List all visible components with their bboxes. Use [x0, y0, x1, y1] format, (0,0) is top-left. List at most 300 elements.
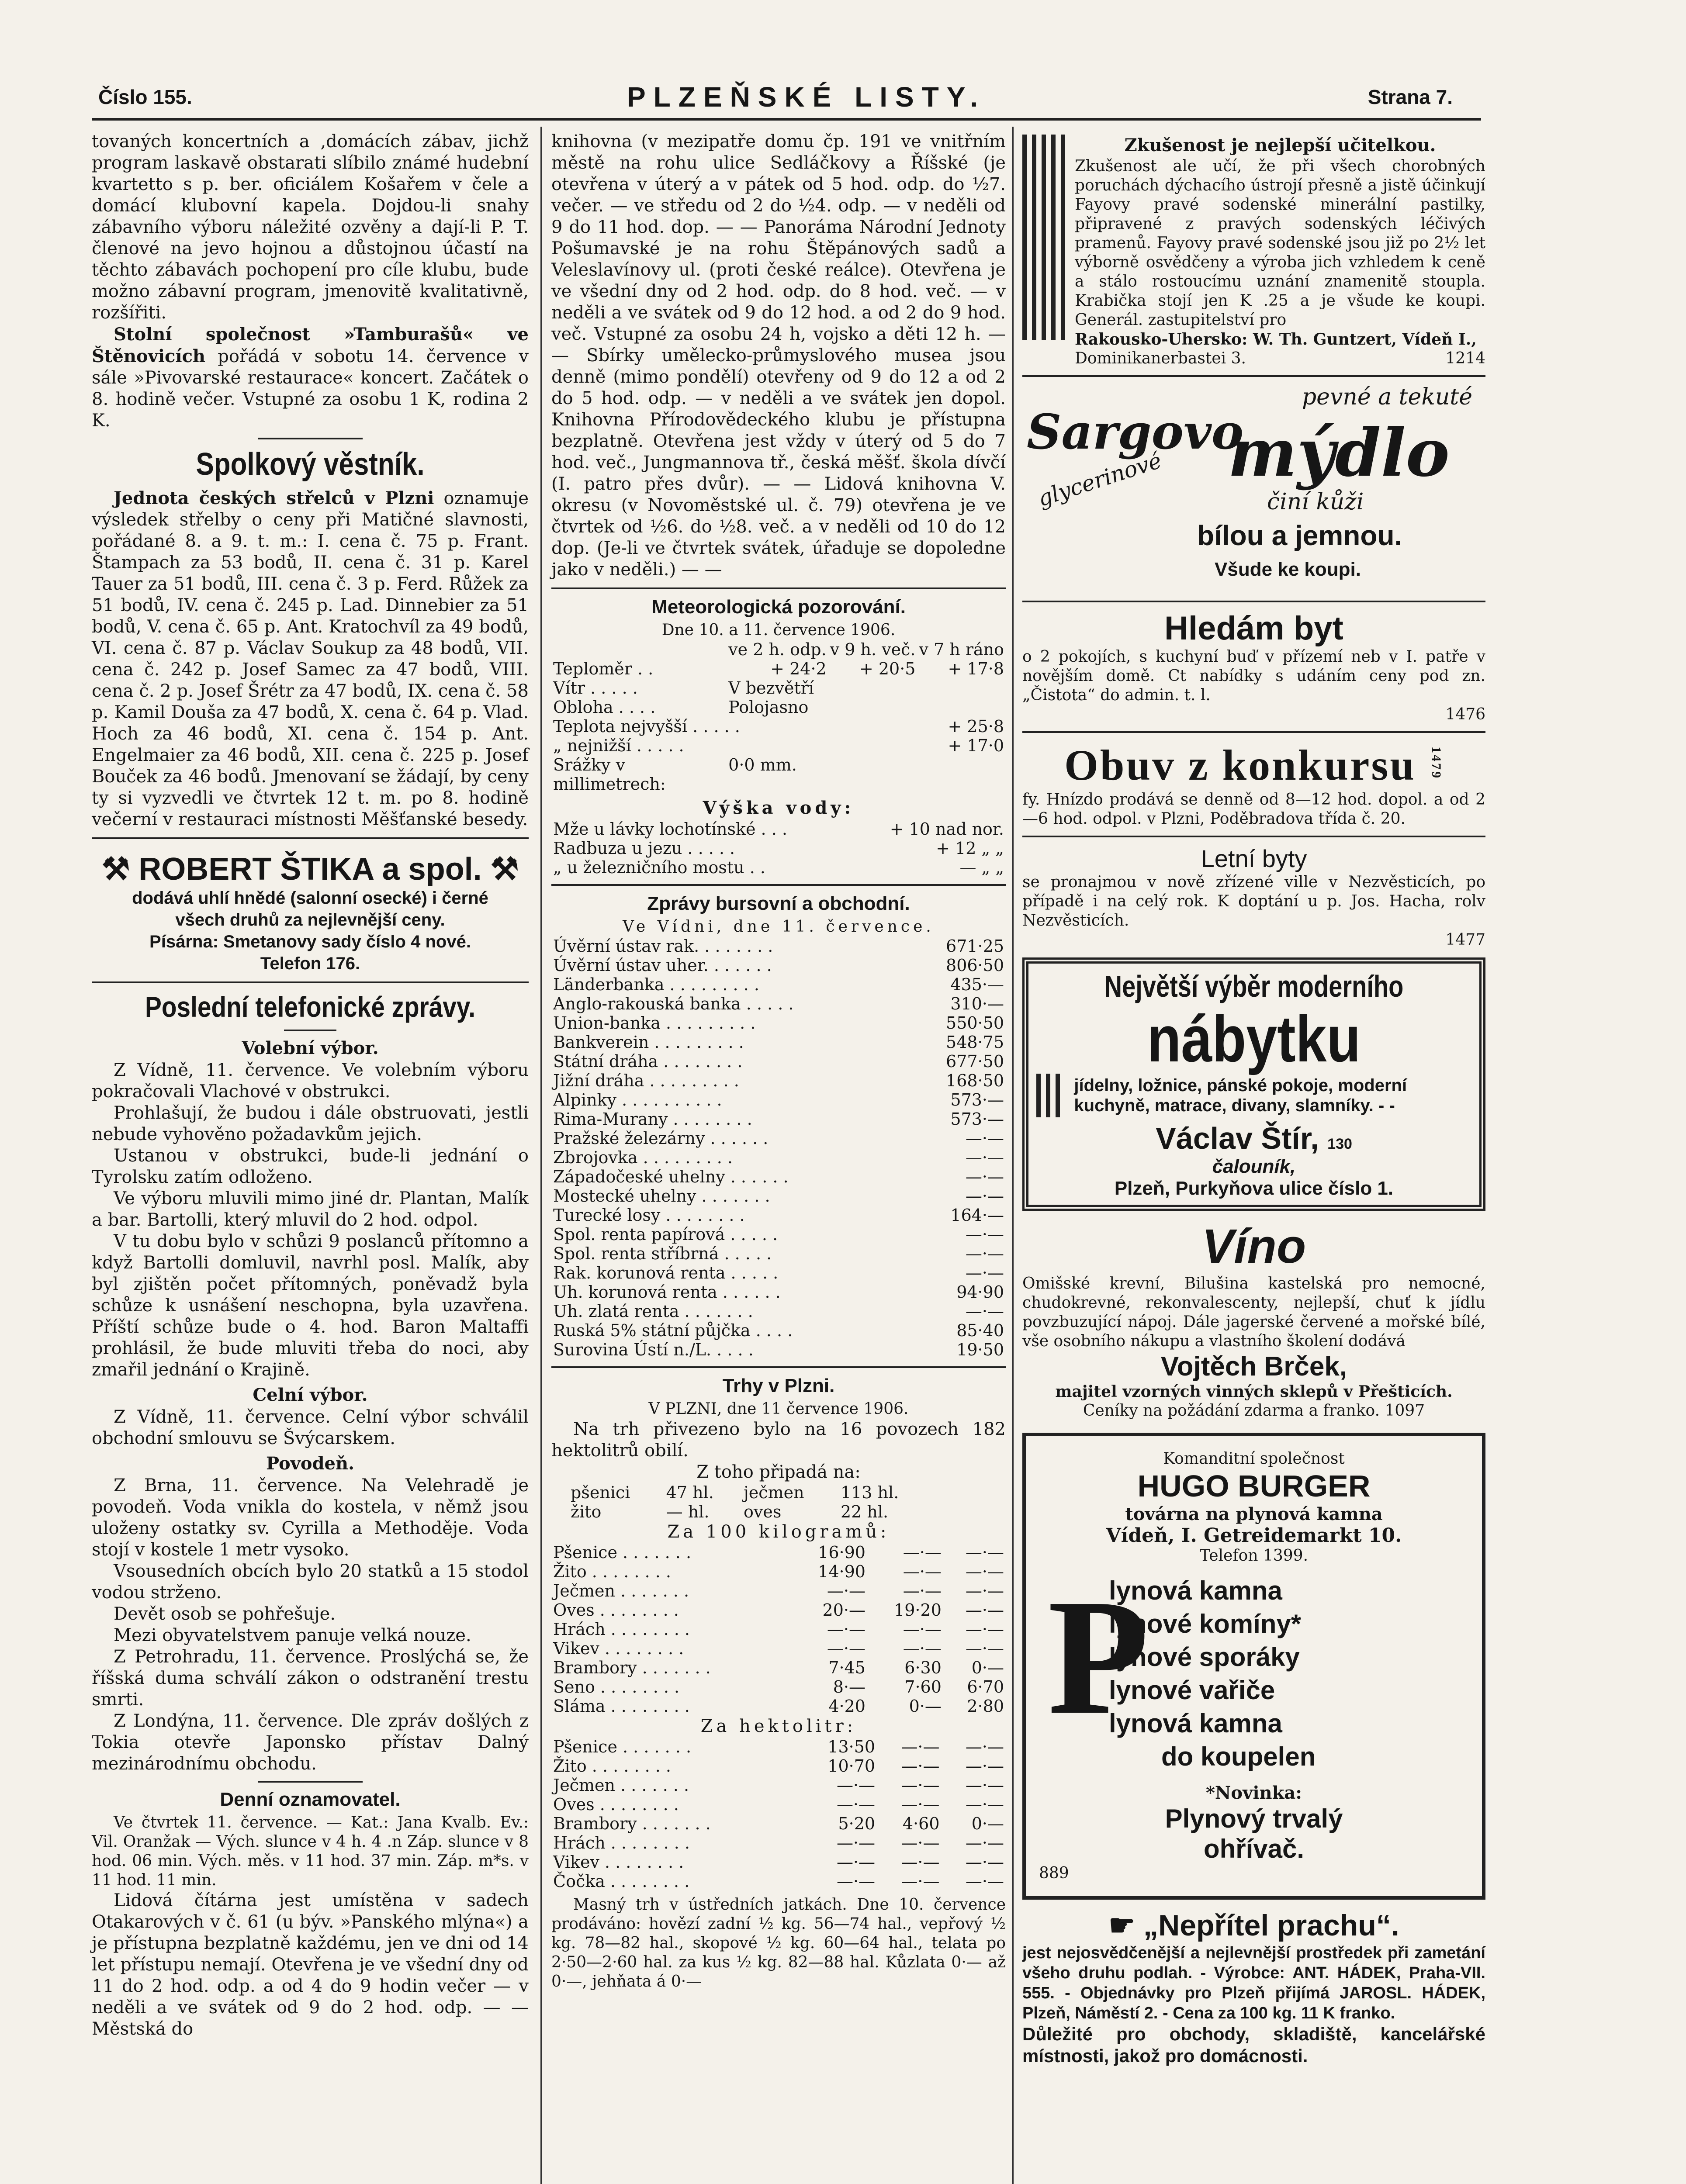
separator	[1022, 731, 1485, 733]
hb-name: HUGO BURGER	[1137, 1469, 1371, 1503]
table-cell: 550·50	[946, 1013, 1004, 1033]
table-cell: —·—	[965, 1581, 1004, 1600]
table-cell: —·—	[965, 1872, 1004, 1891]
table-row	[551, 1852, 1006, 1872]
club-intro-text: tovaných koncertních a ,domácích zábav, jichž program laskavě obstarati slíbilo známé hudební kvartetto s p. ber. oficiálem Košařem v čele a domácí klubovní kapela. Dojdou-li snahy zábavního výboru náležité ozvěny a dají-li P. T. členové na jevo hojnou a důstojnou účastí na těchto zábavách pochopení pro cíle klubu, bude možno zábavní program, jmenovitě kvalitativně, rozšířiti.	[92, 131, 529, 323]
table-cell: 7·45	[828, 1658, 866, 1677]
table-cell: —·—	[965, 1737, 1004, 1756]
table-cell: V bezvětří	[728, 678, 814, 698]
table-row	[551, 858, 1006, 877]
table-cell: —·—	[827, 1639, 866, 1658]
stolni-lead: Stolní společnost »Tamburašů« ve Štěnovicích	[92, 324, 529, 366]
table-cell: 4·20	[828, 1697, 866, 1716]
table-cell: Vikev . . . . . . . .	[553, 1639, 684, 1658]
table-cell: Mostecké uhelny . . . . . . .	[553, 1186, 770, 1206]
table-cell: —·—	[836, 1872, 876, 1891]
table-cell: Turecké losy . . . . . . . .	[553, 1206, 745, 1225]
table-cell: Teploměr . .	[553, 659, 654, 678]
table-row	[551, 717, 1006, 736]
sarg-bilou: bílou a jemnou.	[1197, 520, 1402, 551]
table-cell: —·—	[965, 1148, 1004, 1167]
table-cell: 671·25	[946, 936, 1004, 956]
nabytek-name-text: Václav Štír,	[1156, 1121, 1319, 1155]
ad-number: 1477	[1445, 931, 1485, 949]
table-row	[551, 1167, 1006, 1186]
table-row	[551, 755, 1006, 794]
povoden-heading: Povodeň.	[266, 1453, 355, 1474]
ad-number: 1214	[1445, 349, 1485, 367]
table-cell: Jižní dráha . . . . . . . . .	[553, 1071, 739, 1090]
meteo-heading: Meteorologická pozorování.	[651, 596, 906, 618]
separator	[1022, 836, 1485, 837]
table-cell: 0·—	[909, 1697, 942, 1716]
fay-address-text: Dominikanerbastei 3.	[1075, 349, 1246, 367]
sarg-top-text: pevné a tekuté	[1302, 384, 1472, 410]
table-cell: —·—	[836, 1795, 876, 1814]
separator	[92, 837, 529, 839]
zahl-table	[551, 1737, 1006, 1891]
table-cell: —·—	[965, 1543, 1004, 1562]
nabytek-addr: Plzeň, Purkyňova ulice číslo 1.	[1114, 1178, 1394, 1199]
denni-oznamovatel-heading: Denní oznamovatel.	[220, 1789, 401, 1810]
separator	[551, 884, 1006, 886]
table-cell: + 25·8	[948, 717, 1004, 736]
column-divider-2	[1012, 127, 1014, 2184]
hb-big-letter: P	[1048, 1565, 1149, 1749]
table-cell: 6·30	[904, 1658, 942, 1677]
separator	[551, 1366, 1006, 1368]
table-cell: — hl.	[666, 1502, 710, 1521]
obuv-heading-text: Obuv z konkursu	[1064, 741, 1416, 789]
table-cell: Oves . . . . . . . .	[553, 1600, 679, 1620]
page-header	[98, 81, 1453, 116]
table-cell: Zbrojovka . . . . . . . . .	[553, 1148, 733, 1167]
water-level-heading: Výška vody:	[703, 798, 855, 818]
table-row	[551, 736, 1006, 755]
bursovni-heading: Zprávy bursovní a obchodní.	[647, 893, 910, 914]
table-cell: Seno . . . . . . . .	[553, 1677, 680, 1697]
vino-ad	[1022, 1219, 1485, 1425]
table-cell: 13·50	[827, 1737, 876, 1756]
nepritel-heading	[1022, 1908, 1485, 1943]
news-paragraph: Z Vídně, 11. července. Celní výbor schválil obchodní smlouvu se Švýcarskem.	[92, 1407, 529, 1448]
table-row	[551, 1225, 1006, 1244]
table-row	[551, 1737, 1006, 1756]
fay-body: Zkušenost ale učí, že při všech chorobných poruchách dýchacího ústrojí přesně a jistě účinkují Fayovy pravé sodenské minerální pastilky, připravené z pravých sodenských léčivých pramenů. Fayovy pravé sodenské jsou již po 2½ let výborně osvědčeny a výroba jich vzhledem k ceně a stálo rostoucímu uznání znamenitě stoupla. Krabička stojí jen K .25 a je všude ke koupi. Generál. zastupitelství pro	[1075, 157, 1485, 329]
hb-ohrivac: ohřívač.	[1203, 1834, 1305, 1863]
decorative-bars-icon	[1022, 135, 1066, 340]
sarg-soap-ad	[1022, 384, 1485, 594]
table-cell: 435·—	[950, 975, 1004, 994]
news-paragraph: Mezi obyvatelstvem panuje velká nouze.	[114, 1625, 471, 1645]
hb-kamna-list	[1039, 1565, 1469, 1773]
table-cell: Union-banka . . . . . . . . .	[553, 1013, 756, 1033]
table-cell: 677·50	[946, 1052, 1004, 1071]
sarg-brand: Sargovo	[1027, 404, 1244, 460]
news-paragraph: Ve výboru mluvili mimo jiné dr. Plantan, Malík a bar. Bartolli, který mluvil do 2 hod. odpol.	[92, 1189, 529, 1230]
table-cell: Mže u lávky lochotínské . . .	[553, 819, 787, 839]
table-row	[551, 1872, 1006, 1891]
table-row	[551, 1302, 1006, 1321]
table-cell: —·—	[836, 1776, 876, 1795]
fay-ad	[1022, 135, 1485, 368]
stika-ad-line4: Telefon 176.	[260, 954, 360, 973]
news-paragraph: Prohlašují, že budou i dále obstruovati, jestli nebude vyhověno požadavkům jejich.	[92, 1103, 529, 1144]
table-cell: —·—	[965, 1562, 1004, 1581]
hb-addr: Vídeň, I. Getreidemarkt 10.	[1106, 1524, 1402, 1547]
table-cell: Úvěrní ústav uher. . . . . . .	[553, 956, 772, 975]
table-cell: 85·40	[956, 1321, 1004, 1340]
table-cell: 4·60	[902, 1814, 940, 1833]
ad-number: 130	[1327, 1136, 1352, 1152]
letni-byty-heading: Letní byty	[1201, 845, 1307, 872]
separator	[92, 981, 529, 983]
bursovni-table	[551, 936, 1006, 1359]
table-cell: „ nejnižší . . . . .	[553, 736, 684, 755]
table-row	[551, 975, 1006, 994]
celni-vybor-heading: Celní výbor.	[253, 1385, 368, 1405]
table-cell: —·—	[903, 1620, 942, 1639]
stika-ad-line3: Písárna: Smetanovy sady číslo 4 nové.	[149, 932, 471, 951]
table-cell: Západočeské uhelny . . . . . .	[553, 1167, 789, 1186]
table-row	[551, 1033, 1006, 1052]
nabytek-prof: čalouník,	[1212, 1156, 1296, 1177]
table-cell: 573·—	[950, 1090, 1004, 1109]
table-cell: Rak. korunová renta . . . . .	[553, 1263, 779, 1282]
table-cell: —·—	[901, 1872, 940, 1891]
table-cell: Pšenice . . . . . . .	[553, 1543, 692, 1562]
table-cell: v 9 h. več.	[830, 640, 916, 659]
table-cell: —·—	[903, 1562, 942, 1581]
ad-number: 1097	[1385, 1402, 1425, 1420]
hb-koupel: do koupelen	[1161, 1742, 1316, 1771]
hledam-byt-body: o 2 pokojích, s kuchyní buď v přízemí neb v I. patře v novějším domě. Ct nabídky s udáním ceny pod zn. „Čistota“ do admin. t. l.	[1022, 648, 1485, 704]
jednota-body: oznamuje výsledek střelby o ceny při Matičné slavnosti, pořádané 8. a 9. t. m.: I. cena č. 75 p. Frant. Štampach za 53 bodů, II. cena č. 31 p. Karel Tauer za 51 bodů, III. cena č. 3 p. Ferd. Růžek za 51 bodů, IV. cena č. 245 p. Lad. Dinnebier za 51 bodů, V. cena č. 65 p. Ant. Kratochvíl za 49 bodů, VI. cena č. 87 p. Václav Soukup za 48 bodů, VII. cena č. 242 p. Josef Samec za 47 bodů, VIII. cena č. 2 p. Josef Šrétr za 47 bodů, IX. cena č. 58 p. Kamil Douša za 47 bodů, X. cena č. 64 p. Vlad. Hoch za 46 bodů, XI. cena č. 154 p. Ant. Engelmaier za 46 bodů, XII. cena č. 225 p. Josef Bouček za 46 bodů. Jmenovaní se žádají, by ceny ty si vyzvedli ve čtvrtek 12 t. m. po 8. hodině večerní v restauraci místnosti Měšťanské besedy.	[92, 488, 529, 829]
table-cell: —·—	[965, 1639, 1004, 1658]
issue-number: Číslo 155.	[98, 86, 192, 108]
news-paragraph: Devět osob se pohřešuje.	[114, 1604, 336, 1624]
table-cell: 8·—	[833, 1677, 866, 1697]
table-cell: — „ „	[959, 858, 1004, 877]
table-cell: —·—	[903, 1543, 942, 1562]
zahl-heading: Za hektolitr:	[700, 1716, 857, 1736]
table-row	[551, 1186, 1006, 1206]
table-row	[551, 1581, 1006, 1600]
table-cell: pšenici	[571, 1483, 630, 1502]
table-cell: Teplota nejvyšší . . . . .	[553, 717, 740, 736]
table-cell: ve 2 h. odp.	[728, 640, 827, 659]
bursovni-date: Ve Vídni, dne 11. července.	[623, 918, 935, 936]
water-level-table	[551, 819, 1006, 877]
table-cell: Obloha . . . .	[553, 698, 656, 717]
table-cell: 16·90	[818, 1543, 866, 1562]
decorative-bars-icon	[1036, 1074, 1065, 1117]
table-row	[551, 936, 1006, 956]
obuv-heading	[1022, 740, 1485, 790]
table-cell: Ruská 5% státní půjčka . . . .	[553, 1321, 793, 1340]
table-cell: —·—	[901, 1795, 940, 1814]
table-row	[551, 1071, 1006, 1090]
table-cell: „ u železničního mostu . .	[553, 858, 765, 877]
table-cell: Úvěrní ústav rak. . . . . . . .	[553, 936, 773, 956]
hb-kom: Komanditní společnost	[1163, 1450, 1345, 1468]
table-cell: 310·—	[950, 994, 1004, 1013]
table-cell: 19·20	[894, 1600, 942, 1620]
table-row	[551, 1090, 1006, 1109]
nabytek-line3: jídelny, ložnice, pánské pokoje, moderní kuchyně, matrace, divany, slamníky. - -	[1074, 1076, 1407, 1115]
hb-novinka: *Novinka:	[1205, 1783, 1302, 1803]
list-item: lynové komíny*	[1109, 1609, 1302, 1638]
table-cell: Vítr . . . . .	[553, 678, 638, 698]
meteo-date: Dne 10. a 11. července 1906.	[661, 621, 896, 639]
masny-trh-text: Masný trh v ústředních jatkách. Dne 10. července prodáváno: hovězí zadní ½ kg. 56—74 hal., vepřový ½ kg. 78—82 hal., skopové ½ kg. 60—64 hal., telata po 2·50—2·60 hal. za kus ½ kg. 82—88 hal. Kůzlata 0·— až 0·—, jehňata á 0·—	[551, 1896, 1006, 1990]
table-cell: + 24·2	[770, 659, 827, 678]
trhy-heading: Trhy v Plzni.	[722, 1375, 835, 1396]
vino-ceniky	[1022, 1401, 1485, 1420]
list-item: lynová kamna	[1109, 1576, 1282, 1605]
volebni-vybor-heading: Volební výbor.	[242, 1038, 379, 1058]
table-cell: 22 hl.	[840, 1502, 889, 1521]
table-row	[551, 1109, 1006, 1129]
table-cell: Žito . . . . . . . .	[553, 1562, 671, 1581]
table-row	[569, 1502, 932, 1521]
column-2	[551, 131, 1006, 1991]
table-cell: Länderbanka . . . . . . . . .	[553, 975, 759, 994]
stika-ad-line2: všech druhů za nejlevnější ceny.	[175, 910, 445, 930]
nepritel-footer: Důležité pro obchody, skladiště, kancelářské místnosti, jakož pro domácnosti.	[1022, 2024, 1485, 2066]
reading-room-text: Lidová čítárna jest umístěna v sadech Otakarových v č. 61 (u býv. »Panského mlýna«) a je přístupna bezplatně každému, jen ve dni od 14 let přístupu nemají. Otevřena je ve všední dny od 11 do 2 hod. odp. a od 4 do 9 hodin večer — v neděli a ve svátek od 9 do 2 hod. odp. — — Městská do	[92, 1890, 529, 2039]
table-cell: + 17·0	[948, 736, 1004, 755]
trhy-date: V PLZNI, dne 11 července 1906.	[648, 1400, 909, 1418]
table-row	[551, 1658, 1006, 1677]
nepritel-body: jest nejosvědčenější a nejlevnější prostředek při zametání všeho druhu podlah. - Výrobce: ANT. HÁDEK, Praha-VII. 555. - Objednávky pro Plzeň přijímá JAROSL. HÁDEK, Plzeň, Náměstí 2. - Cena za 100 kg. 11 K franko.	[1022, 1944, 1485, 2022]
table-cell: Sláma . . . . . . . .	[553, 1697, 690, 1716]
table-cell: 6·70	[967, 1677, 1004, 1697]
list-item: lynové sporáky	[1109, 1642, 1300, 1672]
table-cell: oves	[744, 1502, 782, 1521]
table-cell: —·—	[965, 1600, 1004, 1620]
letni-byty-body: se pronajmou v nově zřízené ville v Nezvěsticích, po případě i na celý rok. K doptání u p. Jos. Hacha, rolv Nezvěsticích.	[1022, 873, 1485, 930]
table-cell: Bankverein . . . . . . . . .	[553, 1033, 744, 1052]
pripada-heading: Z toho připadá na:	[696, 1462, 861, 1482]
table-cell: Alpinky . . . . . . . . . .	[553, 1090, 722, 1109]
separator	[284, 1030, 336, 1031]
jednota-notice	[92, 487, 529, 830]
table-row	[551, 1543, 1006, 1562]
table-row	[551, 839, 1006, 858]
separator	[1022, 601, 1485, 602]
table-row	[551, 1562, 1006, 1581]
fay-heading: Zkušenost je nejlepší učitelkou.	[1124, 135, 1436, 156]
vino-name: Vojtěch Brček,	[1160, 1351, 1347, 1382]
table-cell: —·—	[965, 1776, 1004, 1795]
table-cell: Brambory . . . . . . .	[553, 1658, 711, 1677]
table-cell: —·—	[965, 1244, 1004, 1263]
hammer-icon: ⚒	[101, 852, 130, 887]
separator	[258, 438, 363, 439]
stika-ad-name	[92, 850, 529, 887]
hugo-burger-ad	[1022, 1433, 1485, 1900]
table-row	[551, 1776, 1006, 1795]
column-3	[1022, 131, 1485, 2067]
nabytek-ad	[1022, 957, 1485, 1211]
list-item: lynová kamna	[1109, 1709, 1282, 1738]
table-cell: 168·50	[946, 1071, 1004, 1090]
table-row	[551, 1833, 1006, 1852]
table-cell: 7·60	[904, 1677, 942, 1697]
header-rule	[92, 118, 1481, 121]
table-cell: 2·80	[967, 1697, 1004, 1716]
news-paragraph: Z Londýna, 11. července. Dle zpráv došlých z Tokia otevře Japonsko přístav Dalný mezinárodnímu obchodu.	[92, 1711, 529, 1774]
table-cell: Brambory . . . . . . .	[553, 1814, 711, 1833]
table-cell: 164·—	[950, 1206, 1004, 1225]
table-row	[551, 1052, 1006, 1071]
table-row	[551, 1639, 1006, 1658]
table-cell: Čočka . . . . . . . .	[553, 1872, 690, 1891]
fay-address	[1075, 349, 1485, 368]
table-row	[551, 1340, 1006, 1359]
table-cell: —·—	[827, 1581, 866, 1600]
table-cell: —·—	[901, 1776, 940, 1795]
table-cell: Uh. korunová renta . . . . . .	[553, 1282, 781, 1302]
table-cell: 47 hl.	[666, 1483, 714, 1502]
hb-tovarna: továrna na plynová kamna	[1125, 1504, 1383, 1524]
table-cell: Surovina Ústí n./L. . . . .	[553, 1340, 754, 1359]
table-row	[551, 1814, 1006, 1833]
news-paragraph: Z Petrohradu, 11. července. Proslýchá se, že říšská duma schválí zákon o odstranění trestu smrti.	[92, 1647, 529, 1710]
news-paragraph: Vsousedních obcích bylo 20 statků a 15 stodol vodou strženo.	[92, 1561, 529, 1603]
table-cell: 14·90	[818, 1562, 866, 1581]
separator	[551, 587, 1006, 589]
masthead-title: PLZEŇSKÉ LISTY.	[627, 81, 986, 113]
column-1	[92, 131, 529, 2040]
table-row	[551, 1206, 1006, 1225]
table-row	[551, 1321, 1006, 1340]
ad-number: 889	[1039, 1864, 1069, 1882]
hb-trvaly: Plynový trvalý	[1165, 1804, 1343, 1833]
table-cell: —·—	[827, 1620, 866, 1639]
nabytek-name	[1036, 1121, 1471, 1156]
vino-title: majitel vzorných vinných sklepů v Přešticích.	[1055, 1382, 1453, 1401]
sarg-vsude: Všude ke koupi.	[1215, 559, 1361, 580]
trhy-intro: Na trh přivezeno bylo na 16 povozech 182 hektolitrů obilí.	[551, 1419, 1006, 1461]
table-row	[551, 1697, 1006, 1716]
table-cell: 19·50	[956, 1340, 1004, 1359]
spolkovy-vestnik-heading: Spolkový věstník.	[196, 447, 425, 482]
table-cell: —·—	[965, 1756, 1004, 1776]
table-cell: v 7 h ráno	[919, 640, 1004, 659]
table-cell: Pšenice . . . . . . .	[553, 1737, 692, 1756]
table-cell: 10·70	[827, 1756, 876, 1776]
list-item: lynové vařiče	[1109, 1676, 1275, 1705]
table-cell: Státní dráha . . . . . . . .	[553, 1052, 743, 1071]
table-cell: + 17·8	[948, 659, 1004, 678]
ad-number: 1476	[1445, 705, 1485, 723]
table-cell: —·—	[903, 1581, 942, 1600]
pripada-table	[569, 1483, 932, 1521]
table-cell: —·—	[965, 1129, 1004, 1148]
stolni-body: pořádá v sobotu 14. července v sále »Pivovarské restaurace« koncert. Začátek o 8. hodině večer. Vstupné za osobu 1 K, rodina 2 K.	[92, 346, 529, 431]
table-cell: —·—	[965, 1302, 1004, 1321]
table-cell: + 20·5	[859, 659, 916, 678]
meteo-table	[551, 640, 1006, 794]
stika-ad-line1: dodává uhlí hnědé (salonní osecké) i černé	[132, 888, 488, 908]
table-cell: —·—	[903, 1639, 942, 1658]
table-cell: 94·90	[956, 1282, 1004, 1302]
sarg-cini: činí kůži	[1267, 489, 1364, 515]
table-cell: —·—	[965, 1186, 1004, 1206]
sarg-glycerin: glycerinové	[1035, 448, 1165, 511]
obuv-body: fy. Hnízdo prodává se denně od 8—12 hod. dopol. a od 2—6 hod. odpol. v Plzni, Poděbradova třída č. 20.	[1022, 791, 1485, 828]
library-text: knihovna (v mezipatře domu čp. 191 ve vnitřním městě na rohu ulice Sedláčkovy a Říšské (je otevřena v úterý a v pátek od 5 hod. odp. do ½7. večer. — ve středu od 2 do ½4. odp. — v neděli od 9 do 11 hod. dop. — — Panoráma Národní Jednoty Pošumavské je na rohu Štěpánových sadů a Veleslavínovy ul. (proti české reálce). Otevřena je ve všední dny od 2 hod. odp. do 8 hod. več. — v neděli a ve svátek od 9 do 12 hod. a od 2 do 9 hod. več. Vstupné za osobu 24 h, vojsko a děti 12 h. — — Sbírky umělecko-průmyslového musea jsou denně (mimo pondělí) otevřeny od 9 do 12 a od 2 do 5 hod. odp. — v neděli a ve svátek jen dopol. Knihovna Přírodovědeckého klubu je přístupna bezplatně. Otevřena jest vždy v úterý od 5 do 7 hod. več., Jungmannova tř., česká měšť. škola dívčí (I. patro přes dvůr). — — Lidová knihovna V. okresu (v Novoměstské ul. č. 79) otevřena je ve čtvrtek od ½6. do ½8. več. a v neděli od 10 do 12 dop. (Je-li ve čtvrtek svátek, úřaduje se dopoledne jako v neděli.) — —	[551, 131, 1006, 580]
table-header-row	[551, 640, 1006, 659]
table-cell: Žito . . . . . . . .	[553, 1756, 671, 1776]
hledam-byt-heading: Hledám byt	[1164, 610, 1343, 647]
table-cell: —·—	[965, 1852, 1004, 1872]
nepritel-heading-text: „Nepřítel prachu“.	[1143, 1909, 1399, 1942]
ad-number: 1479	[1429, 746, 1444, 780]
vino-ceniky-text: Ceníky na požádání zdarma a franko.	[1083, 1402, 1380, 1420]
column-divider-1	[540, 127, 542, 2184]
table-row	[551, 1129, 1006, 1148]
fay-firm: Rakousko-Uhersko: W. Th. Guntzert, Vídeň I.,	[1075, 330, 1477, 349]
table-row	[569, 1483, 932, 1502]
table-cell: —·—	[901, 1737, 940, 1756]
table-row	[551, 819, 1006, 839]
table-cell: Anglo-rakouská banka . . . . .	[553, 994, 794, 1013]
nabytek-line2: nábytku	[1147, 1002, 1361, 1075]
table-row	[551, 1013, 1006, 1033]
page-number: Strana 7.	[1367, 86, 1453, 108]
vino-heading: Víno	[1201, 1220, 1306, 1273]
table-cell: 548·75	[946, 1033, 1004, 1052]
table-row	[551, 1756, 1006, 1776]
table-row	[551, 1677, 1006, 1697]
table-cell: Oves . . . . . . . .	[553, 1795, 679, 1814]
table-row	[551, 698, 1006, 717]
za100-heading: Za 100 kilogramů:	[667, 1522, 890, 1542]
table-row	[551, 678, 1006, 698]
table-cell: Rima-Murany . . . . . . . .	[553, 1109, 752, 1129]
table-cell: 0·—	[971, 1658, 1004, 1677]
table-row	[551, 1148, 1006, 1167]
table-row	[551, 1263, 1006, 1282]
table-cell: 0·—	[971, 1814, 1004, 1833]
separator	[1022, 375, 1485, 377]
table-cell: Uh. zlatá renta . . . . . . .	[553, 1302, 753, 1321]
table-cell: Pražské železárny . . . . . .	[553, 1129, 769, 1148]
hb-tel: Telefon 1399.	[1199, 1547, 1309, 1565]
table-cell: Polojasno	[728, 698, 809, 717]
table-cell: —·—	[901, 1852, 940, 1872]
za100-table	[551, 1543, 1006, 1716]
hammer-icon: ⚒	[490, 852, 519, 887]
table-cell: 573·—	[950, 1109, 1004, 1129]
table-row	[551, 1244, 1006, 1263]
table-cell: + 10 nad nor.	[890, 819, 1004, 839]
nabytek-line1: Největší výběr moderního	[1104, 969, 1404, 1003]
table-cell: Spol. renta stříbrná . . . . .	[553, 1244, 772, 1263]
table-cell: —·—	[836, 1833, 876, 1852]
table-cell: —·—	[965, 1795, 1004, 1814]
news-paragraph: V tu dobu bylo v schůzi 9 poslanců přítomno a když Bartolli domluvil, navrhl posl. Malík, aby byl zjištěn počet přítomných, poněvadž byla schůze k usnášení neschopna, byla uzavřena. Příští schůze bude o 4. hod. Baron Maltaffi prohlásil, že bude mluviti třeba do noci, aby zmařil jednání o Krajině.	[92, 1231, 529, 1380]
news-paragraph: Ustanou v obstrukci, bude-li jednání o Tyrolsku zatím odloženo.	[92, 1146, 529, 1187]
table-row	[551, 956, 1006, 975]
table-cell: Radbuza u jezu . . . . .	[553, 839, 735, 858]
pointing-hand-icon: ☛	[1108, 1909, 1136, 1942]
table-row	[551, 1620, 1006, 1639]
table-cell: —·—	[965, 1225, 1004, 1244]
